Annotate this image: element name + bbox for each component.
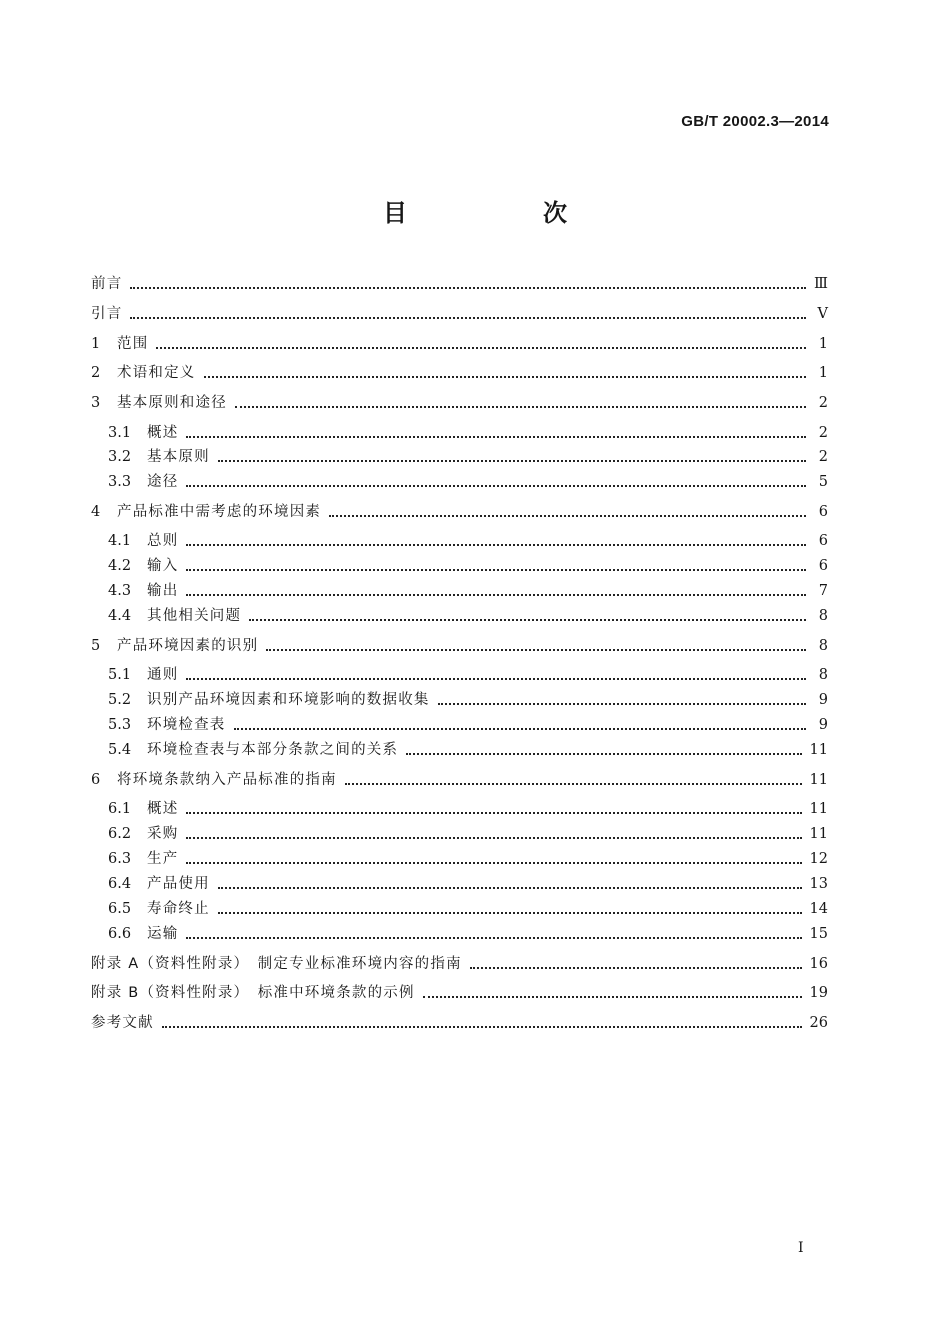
toc-entry-label: 生产 xyxy=(147,851,179,867)
toc-entry-number: 3.2 xyxy=(108,449,132,465)
toc-entry-page: 12 xyxy=(809,851,828,867)
toc-dot-leader xyxy=(266,649,806,651)
toc-entry-number: 6.3 xyxy=(108,851,132,867)
standard-code: GB/T 20002.3—2014 xyxy=(681,113,829,130)
toc-entry-label: 产品使用 xyxy=(147,876,210,892)
toc-entry-page: 15 xyxy=(809,926,828,942)
page-number: Ⅰ xyxy=(798,1240,804,1256)
toc-dot-leader xyxy=(162,1026,802,1028)
toc-entry[interactable] xyxy=(91,359,828,383)
toc-entry-label: 术语和定义 xyxy=(117,365,196,381)
toc-entry-label: 寿命终止 xyxy=(147,901,210,917)
toc-dot-leader xyxy=(249,619,806,621)
toc-entry-label: 其他相关问题 xyxy=(147,608,242,624)
toc-entry[interactable] xyxy=(108,419,828,443)
toc-dot-leader xyxy=(130,287,806,289)
toc-entry-page: 13 xyxy=(809,876,828,892)
toc-entry[interactable] xyxy=(108,845,828,869)
toc-entry-number: 3.1 xyxy=(108,425,132,441)
toc-dot-leader xyxy=(406,753,801,755)
toc-dot-leader xyxy=(186,862,801,864)
toc-entry[interactable] xyxy=(91,632,828,656)
toc-entry[interactable] xyxy=(108,870,828,894)
toc-entry-page: 8 xyxy=(818,638,828,654)
page-title: 目 次 xyxy=(383,199,623,227)
toc-dot-leader xyxy=(345,783,802,785)
toc-entry-number: 4.1 xyxy=(108,533,132,549)
toc-dot-leader xyxy=(423,996,802,998)
toc-entry-page: 2 xyxy=(818,425,828,441)
toc-entry-number: 4.4 xyxy=(108,608,132,624)
toc-entry-page: 9 xyxy=(818,692,828,708)
toc-entry-page: 11 xyxy=(809,826,828,842)
toc-entry-label: 识别产品环境因素和环境影响的数据收集 xyxy=(147,692,430,708)
toc-dot-leader xyxy=(130,317,806,319)
toc-dot-leader xyxy=(235,406,806,408)
toc-dot-leader xyxy=(186,837,801,839)
toc-dot-leader xyxy=(470,967,802,969)
toc-entry-page: 2 xyxy=(818,395,828,411)
toc-entry-page: 11 xyxy=(809,742,828,758)
toc-entry-label: 引言 xyxy=(91,306,123,322)
toc-entry[interactable] xyxy=(108,527,828,551)
toc-dot-leader xyxy=(204,376,807,378)
toc-dot-leader xyxy=(186,569,806,571)
toc-entry-page: 11 xyxy=(809,801,828,817)
toc-entry-page: 1 xyxy=(818,365,828,381)
toc-entry-number: 6.6 xyxy=(108,926,132,942)
toc-dot-leader xyxy=(438,703,806,705)
toc-entry-number: 6.2 xyxy=(108,826,132,842)
toc-entry-label: 参考文献 xyxy=(91,1015,154,1031)
toc-dot-leader xyxy=(186,544,806,546)
toc-entry-number: 5.3 xyxy=(108,717,132,733)
toc-entry[interactable] xyxy=(91,330,828,354)
toc-dot-leader xyxy=(218,460,806,462)
toc-entry-label: 产品标准中需考虑的环境因素 xyxy=(117,504,322,520)
toc-entry-page: 8 xyxy=(818,667,828,683)
toc-entry-page: 26 xyxy=(809,1015,828,1031)
toc-entry-page: 16 xyxy=(809,956,828,972)
toc-dot-leader xyxy=(186,436,806,438)
toc-entry-page: 6 xyxy=(818,504,828,520)
toc-entry-number: 6.4 xyxy=(108,876,132,892)
toc-entry-label: 概述 xyxy=(147,801,179,817)
toc-entry-page: 8 xyxy=(818,608,828,624)
toc-entry-number: 2 xyxy=(91,365,101,381)
toc-entry-page: 7 xyxy=(818,583,828,599)
toc-entry-number: 4.2 xyxy=(108,558,132,574)
toc-entry-number: 5 xyxy=(91,638,101,654)
toc-dot-leader xyxy=(218,887,802,889)
toc-entry-label: 采购 xyxy=(147,826,179,842)
toc-entry-number: 5.4 xyxy=(108,742,132,758)
toc-entry-number: 5.1 xyxy=(108,667,132,683)
toc-entry-number: 3 xyxy=(91,395,101,411)
toc-entry-label: 附录 A（资料性附录） 制定专业标准环境内容的指南 xyxy=(91,956,462,972)
toc-dot-leader xyxy=(186,812,801,814)
toc-entry-label: 输入 xyxy=(147,558,179,574)
toc-entry[interactable] xyxy=(91,950,828,974)
toc-entry-label: 产品环境因素的识别 xyxy=(117,638,259,654)
toc-entry-page: 19 xyxy=(809,985,828,1001)
toc-entry[interactable] xyxy=(108,711,828,735)
toc-entry[interactable] xyxy=(108,468,828,492)
toc-entry[interactable] xyxy=(91,300,828,324)
toc-entry[interactable] xyxy=(108,661,828,685)
toc-entry-page: 1 xyxy=(818,336,828,352)
toc-entry[interactable] xyxy=(91,498,828,522)
toc-entry[interactable] xyxy=(108,795,828,819)
toc-dot-leader xyxy=(329,515,806,517)
toc-dot-leader xyxy=(186,485,806,487)
toc-entry-label: 通则 xyxy=(147,667,179,683)
toc-dot-leader xyxy=(186,937,801,939)
toc-entry[interactable] xyxy=(108,895,828,919)
toc-entry-page: Ⅲ xyxy=(814,276,828,292)
toc-entry-label: 基本原则 xyxy=(147,449,210,465)
toc-entry[interactable] xyxy=(91,1009,828,1033)
toc-entry-label: 前言 xyxy=(91,276,123,292)
toc-entry-number: 6 xyxy=(91,772,101,788)
toc-entry[interactable] xyxy=(108,443,828,467)
toc-entry[interactable] xyxy=(91,766,828,790)
toc-dot-leader xyxy=(186,678,806,680)
toc-dot-leader xyxy=(156,347,806,349)
toc-entry-label: 途径 xyxy=(147,474,179,490)
toc-entry-label: 运输 xyxy=(147,926,179,942)
toc-entry-number: 5.2 xyxy=(108,692,132,708)
toc-entry-label: 将环境条款纳入产品标准的指南 xyxy=(117,772,337,788)
toc-entry-label: 范围 xyxy=(117,336,149,352)
toc-entry[interactable] xyxy=(108,602,828,626)
toc-entry-label: 附录 B（资料性附录） 标准中环境条款的示例 xyxy=(91,985,415,1001)
toc-entry[interactable] xyxy=(108,820,828,844)
toc-entry[interactable] xyxy=(108,686,828,710)
toc-entry-number: 4 xyxy=(91,504,101,520)
toc-entry-label: 环境检查表与本部分条款之间的关系 xyxy=(147,742,399,758)
toc-entry[interactable] xyxy=(108,920,828,944)
toc-entry-number: 6.5 xyxy=(108,901,132,917)
toc-entry-label: 总则 xyxy=(147,533,179,549)
toc-dot-leader xyxy=(186,594,806,596)
toc-entry[interactable] xyxy=(91,389,828,413)
toc-entry-number: 4.3 xyxy=(108,583,132,599)
toc-entry-label: 基本原则和途径 xyxy=(117,395,227,411)
toc-entry-page: 14 xyxy=(809,901,828,917)
toc-entry-page: 6 xyxy=(818,558,828,574)
toc-entry-number: 3.3 xyxy=(108,474,132,490)
toc-entry-page: 9 xyxy=(818,717,828,733)
toc-entry[interactable] xyxy=(91,270,828,294)
toc-entry-number: 6.1 xyxy=(108,801,132,817)
toc-entry-page: 6 xyxy=(818,533,828,549)
toc-entry-label: 概述 xyxy=(147,425,179,441)
toc-entry-page: Ⅴ xyxy=(817,306,828,322)
toc-entry-page: 2 xyxy=(818,449,828,465)
toc-entry-page: 11 xyxy=(809,772,828,788)
toc-entry-label: 输出 xyxy=(147,583,179,599)
toc-entry[interactable] xyxy=(108,552,828,576)
toc-entry-label: 环境检查表 xyxy=(147,717,226,733)
toc-entry-page: 5 xyxy=(818,474,828,490)
toc-entry[interactable] xyxy=(108,736,828,760)
toc-dot-leader xyxy=(218,912,802,914)
toc-entry-number: 1 xyxy=(91,336,101,352)
toc-entry[interactable] xyxy=(108,577,828,601)
toc-dot-leader xyxy=(234,728,807,730)
toc-entry[interactable] xyxy=(91,979,828,1003)
